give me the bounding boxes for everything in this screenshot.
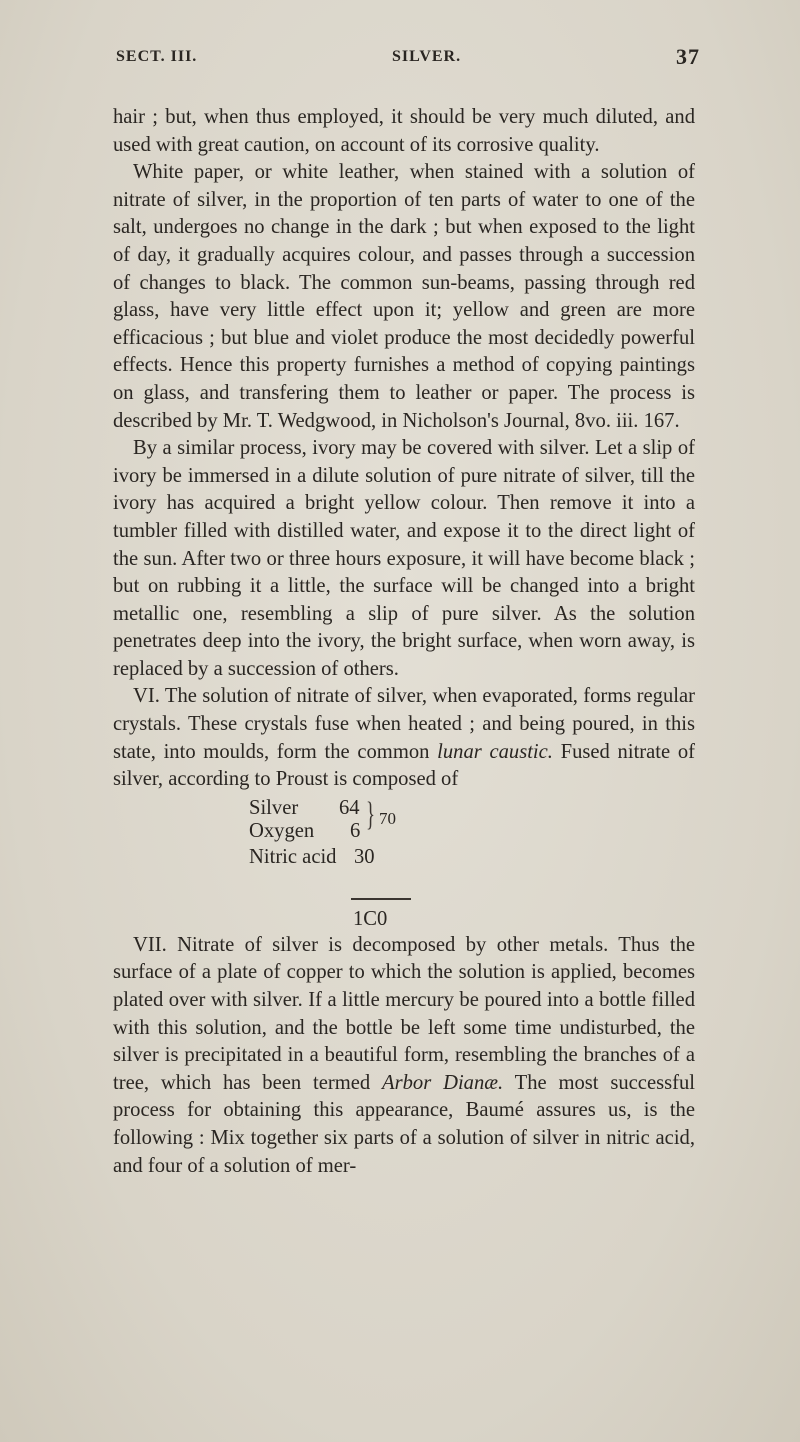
oxygen-label: Oxygen	[249, 819, 315, 842]
group-total: 70	[379, 808, 396, 828]
brace-icon: }	[366, 795, 375, 833]
sum-rule	[351, 898, 411, 900]
paragraph-white-paper: White paper, or white leather, when stained with a solution of nitrate of silver, in the proportion of ten parts of water to one of the salt, undergoes no change in the dark ; but when exposed to the light of day, it gradually acquires colour, and passes through a succession of changes to black. The common sun-beams, passing through red glass, have very little effect upon it; yellow and green are more efficacious ; but blue and violet produce the most decidedly powerful effects. Hence this property furnishes a method of copying paintings on glass, and transfering them to leather or paper. The process is described by Mr. T. Wedgwood, in Nicholson's Journal, 8vo. iii. 167.	[113, 161, 695, 432]
paragraph-vi-proust: Fused nitrate of silver, according to Proust is composed of	[113, 740, 695, 791]
paragraph-vi	[113, 683, 695, 793]
oxygen-value: 6	[350, 819, 361, 842]
nitric-value: 30	[354, 845, 375, 868]
paragraph-vii-baume: The most successful process for obtaining this appearance, Baumé assures us, is the following : Mix together six parts of a solution of silver in nitric acid, and four of a solution of mer-	[113, 1071, 695, 1177]
chapter-title: SILVER.	[392, 48, 462, 65]
paragraph-vi-text: VI. The solution of nitrate of silver, when evaporated, forms regular crystals. These crystals fuse when heated ; and being poured, in this state, into moulds, form the common	[113, 685, 695, 763]
body-text	[113, 104, 695, 1180]
composition-table	[113, 794, 695, 932]
page-number: 37	[676, 44, 700, 69]
section-label: SECT. III.	[116, 48, 198, 65]
paragraph-ivory: By a similar process, ivory may be covered with silver. Let a slip of ivory be immersed in a dilute solution of pure nitrate of silver, till the ivory has acquired a bright yellow colour. Then remove it into a tumbler filled with distilled water, and expose it to the direct light of the sun. After two or three hours exposure, it will have become black ; but on rubbing it a little, the surface will be changed into a bright metallic one, resembling a slip of pure silver. As the solution penetrates deep into the ivory, the bright surface, when worn away, is replaced by a succession of others.	[113, 437, 695, 680]
silver-label: Silver	[249, 796, 299, 819]
paragraph-continuation: hair ; but, when thus employed, it should be very much diluted, and used with great caution, on account of its corrosive quality.	[113, 106, 695, 156]
running-header	[116, 44, 700, 74]
paragraph-vii	[113, 932, 695, 1180]
lunar-caustic-term: lunar caustic.	[437, 740, 553, 763]
silver-value: 64	[339, 796, 360, 819]
total-value: 1C0	[353, 907, 388, 930]
arbor-dianae-term: Arbor Dianæ.	[382, 1071, 504, 1094]
paragraph-vii-text: VII. Nitrate of silver is decomposed by other metals. Thus the surface of a plate of copper to which the solution is applied, becomes plated over with silver. If a little mercury be poured into a bottle filled with this solution, and the bottle be left some time undisturbed, the silver is precipitated in a beautiful form, resembling the branches of a tree, which has been termed	[113, 933, 695, 1094]
nitric-label: Nitric acid	[249, 845, 337, 868]
